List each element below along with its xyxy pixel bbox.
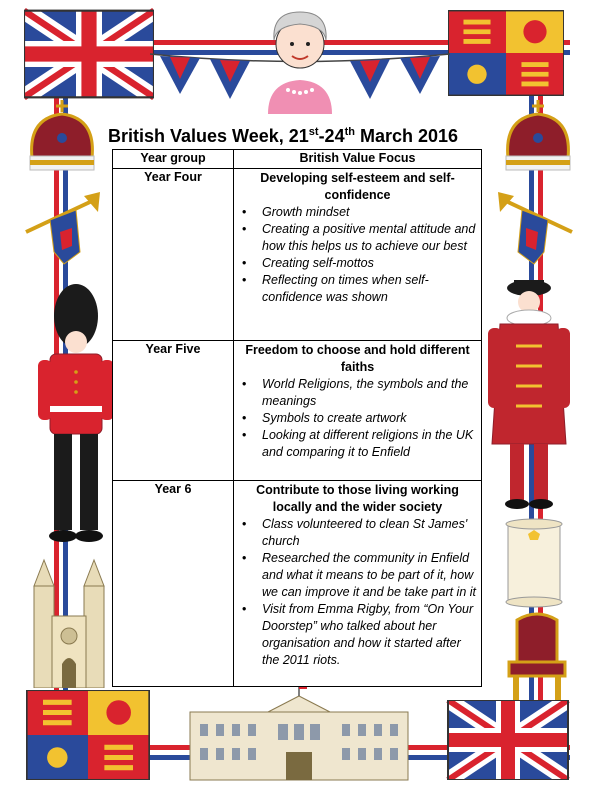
focus-title: Contribute to those living working locally and the wider society — [256, 483, 459, 514]
focus-cell — [234, 481, 482, 687]
table-row — [113, 481, 482, 687]
table-row — [113, 341, 482, 481]
scroll-icon — [500, 518, 568, 608]
union-jack-flag-icon — [24, 8, 154, 100]
palace-icon — [188, 682, 410, 782]
bullet-list — [238, 516, 477, 669]
title-superscript-th: th — [344, 126, 355, 138]
list-item: • Symbols to create artwork — [260, 410, 477, 427]
year-cell: Year 6 — [113, 481, 234, 687]
title-prefix: British Values Week, 21 — [108, 126, 309, 146]
focus-title: Freedom to choose and hold different faiths — [245, 343, 470, 374]
bullet-list — [238, 204, 477, 306]
list-item: • Class volunteered to clean St James' church — [260, 516, 477, 550]
royal-guard-icon — [36, 282, 116, 550]
page-title — [108, 126, 488, 147]
values-table — [112, 149, 482, 687]
focus-cell — [234, 341, 482, 481]
header-value-focus: British Value Focus — [234, 150, 482, 169]
focus-title: Developing self-esteem and self-confidence — [260, 171, 455, 202]
list-item: • Creating self-mottos — [260, 255, 477, 272]
throne-icon — [505, 612, 569, 704]
title-superscript-st: st — [308, 126, 319, 138]
table-header-row — [113, 150, 482, 169]
list-item: • Looking at different religions in the UK and comparing it to Enfield — [260, 427, 477, 461]
list-item: • World Religions, the symbols and the meanings — [260, 376, 477, 410]
crown-icon — [500, 98, 576, 178]
royal-standard-flag-icon — [448, 10, 564, 96]
title-middle: -24 — [318, 126, 345, 146]
list-item: • Researched the community in Enfield and what it means to be part of it, how we can improve it and be take part in it — [260, 550, 477, 601]
list-item: • Creating a positive mental attitude and how this helps us to achieve our best — [260, 221, 477, 255]
crown-icon — [24, 98, 100, 178]
union-jack-flag-icon — [446, 700, 570, 780]
list-item: • Reflecting on times when self-confidence was shown — [260, 272, 477, 306]
year-cell: Year Five — [113, 341, 234, 481]
list-item: • Visit from Emma Rigby, from “On Your Doorstep” who talked about her organisation and how it started after the 2011 riots. — [260, 601, 477, 669]
year-cell: Year Four — [113, 169, 234, 341]
title-suffix: March 2016 — [354, 126, 459, 146]
header-year-group: Year group — [113, 150, 234, 169]
queen-illustration-icon — [258, 2, 342, 114]
royal-standard-flag-icon — [26, 690, 150, 780]
trumpet-banner-icon — [20, 192, 102, 282]
table-row — [113, 169, 482, 341]
focus-cell — [234, 169, 482, 341]
trumpet-banner-icon — [496, 192, 578, 282]
list-item: • Growth mindset — [260, 204, 477, 221]
beefeater-icon — [486, 276, 572, 510]
abbey-icon — [30, 556, 108, 688]
bullet-list — [238, 376, 477, 461]
